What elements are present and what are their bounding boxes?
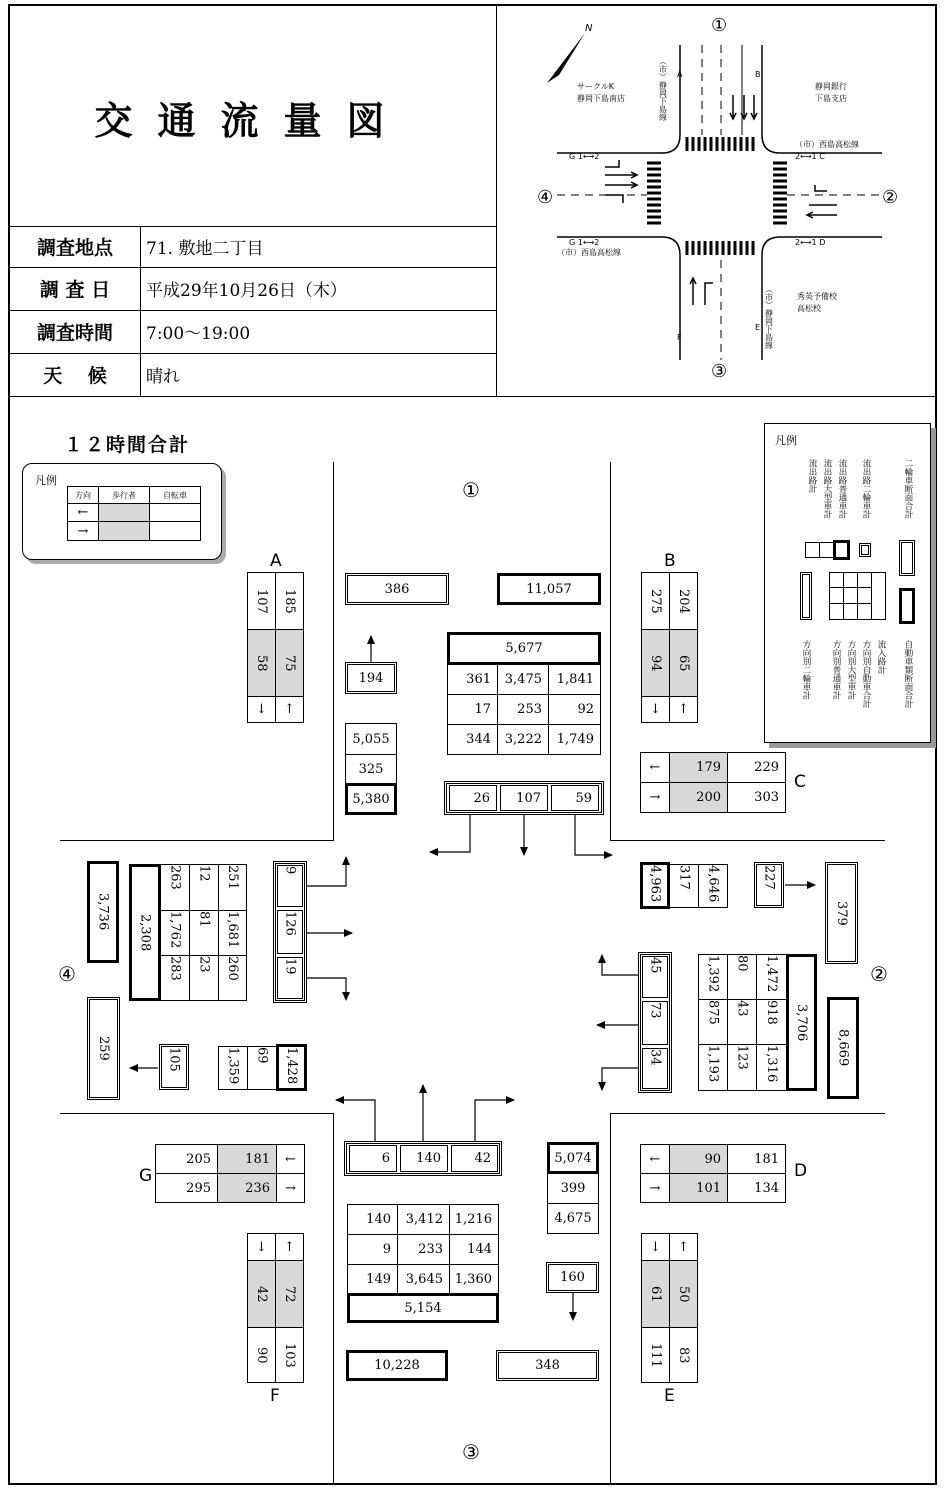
value-date: 平成29年10月26日（木）: [146, 281, 347, 301]
cross-e: E: [755, 323, 761, 332]
east-grid-cell: 1,316: [756, 1044, 787, 1091]
crosswalk-f-dir-down: ↓: [247, 1233, 276, 1261]
crosswalk-e-bike-up: 50: [669, 1260, 698, 1328]
west-mc-section: 259: [87, 997, 120, 1100]
west-grid-cell: 1,762: [160, 910, 190, 956]
west-grid-cell: 260: [218, 955, 247, 1001]
legend-row-right: →: [67, 521, 99, 541]
legend-label: 方向別普通車計: [831, 640, 841, 700]
south-grid-cell: 233: [397, 1234, 450, 1265]
north-grid-cell: 344: [447, 724, 498, 755]
legend-label: 方向別二輪車計: [801, 640, 811, 700]
legend-label: 流入路計: [876, 640, 886, 674]
east-mc-dir: 34: [642, 1048, 668, 1089]
crosswalk-g-label: G: [139, 1166, 153, 1186]
south-grid-cell: 1,360: [449, 1264, 499, 1294]
crosswalk-a-dir-down: ↓: [247, 696, 276, 723]
cross-g-bottom: G 1⟷2: [569, 238, 600, 247]
west-grid-cell: 23: [189, 955, 219, 1001]
arrow: [475, 1100, 514, 1141]
east-grid-cell: 875: [698, 999, 728, 1045]
west-outflow-cell: 1,359: [218, 1046, 248, 1090]
crosswalk-d-label: D: [794, 1161, 808, 1181]
south-outflow-total: 5,074: [547, 1142, 599, 1174]
west-mc-dir: 126: [277, 910, 303, 954]
south-grid-cell: 9: [347, 1234, 398, 1265]
north-outflow-total: 5,055: [345, 723, 397, 755]
crosswalk-d-ped-left: 181: [727, 1144, 786, 1174]
legend-label: 方向別自動車合計: [861, 640, 871, 708]
crosswalk-b-dir-up: ↑: [669, 696, 698, 723]
landmark-ne-1: 静岡銀行: [815, 82, 847, 91]
north-grid-cell: 3,222: [497, 724, 549, 755]
east-grid-cell: 80: [727, 954, 757, 1000]
west-grid-cell: 251: [218, 864, 247, 911]
west-mc-out: 105: [159, 1044, 189, 1090]
map-approach-2: ②: [882, 187, 899, 208]
legend-label: 流出路普通車計: [837, 459, 847, 519]
east-mc-dir: 45: [642, 956, 668, 998]
crosswalk-b-ped-down: 275: [641, 572, 670, 630]
legend-label: 二輪車断面合計: [903, 459, 913, 519]
map-approach-1: ①: [711, 15, 728, 36]
crosswalk-a-bike-up: 75: [275, 629, 304, 697]
crosswalk-f-bike-up: 72: [275, 1260, 304, 1328]
west-grid-cell: 81: [189, 910, 219, 956]
west-inflow-total: 2,308: [129, 864, 161, 1001]
crosswalk-g-ped-right: 295: [155, 1173, 218, 1203]
south-grid-cell: 3,645: [397, 1264, 450, 1294]
crosswalk-c-ped-right: 303: [727, 782, 786, 813]
crosswalk-e-dir-up: ↑: [669, 1233, 698, 1261]
cross-f: F: [677, 333, 682, 342]
north-grid-cell: 253: [497, 694, 549, 725]
small-legend-title: 凡例: [35, 474, 57, 487]
crosswalk-c-dir-right: →: [640, 782, 670, 813]
south-mc-dir: 140: [400, 1145, 448, 1172]
north-grid-cell: 1,841: [548, 664, 601, 695]
north-grid-cell: 361: [447, 664, 498, 695]
arrow: [602, 1068, 638, 1090]
north-outflow-large: 325: [345, 754, 397, 784]
section-title: １２時間合計: [64, 434, 191, 456]
east-grid-cell: 1,392: [698, 954, 728, 1000]
landmark-nw-2: 静岡下島南店: [577, 94, 625, 103]
crosswalk-c-ped-left: 229: [727, 752, 786, 783]
approach-3: ③: [462, 1440, 480, 1464]
crosswalk-a-ped-up: 185: [275, 572, 304, 630]
crosswalk-d-bike-left: 90: [669, 1144, 728, 1174]
west-mc-dir: 9: [277, 865, 303, 907]
north-section-auto: 11,057: [497, 573, 601, 605]
legend-label: 方向別大型車計: [846, 640, 856, 700]
arrow: [307, 978, 346, 1000]
south-mc-section: 348: [496, 1350, 599, 1381]
north-motorcycle-inflow: 194: [345, 662, 397, 694]
east-outflow-large: 317: [669, 864, 699, 908]
arrow: [602, 955, 638, 975]
cross-d: 2⟷1 D: [795, 238, 826, 247]
legend-label: 流出路大型車計: [822, 459, 832, 519]
road-ns-south: （市）静岡下島線: [764, 285, 774, 349]
crosswalk-g-ped-left: 205: [155, 1144, 218, 1174]
east-outflow-total: 4,963: [640, 862, 670, 909]
landmark-ne-2: 下島支店: [815, 94, 847, 103]
arrow: [575, 815, 612, 855]
south-section-auto: 10,228: [346, 1350, 448, 1381]
west-mc-dir: 19: [277, 957, 303, 999]
arrow: [430, 815, 470, 852]
legend-label: 流出路計: [807, 459, 817, 493]
crosswalk-d-bike-right: 101: [669, 1173, 728, 1203]
crosswalk-e-dir-down: ↓: [641, 1233, 670, 1261]
crosswalk-b-bike-up: 65: [669, 629, 698, 697]
east-mc-section: 379: [825, 862, 858, 964]
east-mc-out: 227: [754, 862, 784, 908]
north-mc-dir: 107: [500, 785, 548, 811]
crosswalk-a-label: A: [270, 551, 282, 571]
south-outflow-normal: 4,675: [547, 1203, 599, 1234]
south-outflow-large: 399: [547, 1173, 599, 1204]
legend-header-direction: 方向: [67, 486, 99, 504]
label-weather: 天 候: [43, 365, 107, 387]
crosswalk-a-dir-up: ↑: [275, 696, 304, 723]
north-mc-dir: 26: [449, 785, 497, 811]
crosswalk-b-label: B: [664, 551, 676, 571]
south-grid-cell: 144: [449, 1234, 499, 1265]
crosswalk-g-bike-left: 181: [217, 1144, 277, 1174]
value-location: 71. 敷地二丁目: [146, 239, 264, 259]
south-grid-cell: 3,412: [397, 1204, 450, 1235]
landmark-nw-1: サークルK: [577, 82, 615, 91]
south-inflow-total: 5,154: [347, 1293, 499, 1323]
north-mc-dir: 59: [551, 785, 599, 811]
crosswalk-e-bike-down: 61: [641, 1260, 670, 1328]
east-grid-cell: 918: [756, 999, 787, 1045]
east-outflow-normal: 4,646: [698, 864, 728, 908]
cross-a: A: [677, 70, 683, 79]
west-grid-cell: 1,681: [218, 910, 247, 956]
value-time: 7:00～19:00: [146, 324, 251, 344]
crosswalk-e-ped-down: 111: [641, 1327, 670, 1383]
legend-label: 流出路二輪車計: [861, 459, 871, 519]
cross-b: B: [755, 70, 761, 79]
east-section-auto: 8,669: [827, 997, 859, 1099]
arrow: [336, 1100, 375, 1141]
west-grid-cell: 283: [160, 955, 190, 1001]
legend-row-left: ←: [67, 503, 99, 522]
crosswalk-d-ped-right: 134: [727, 1173, 786, 1203]
legend-label: 自動車類断面合計: [903, 640, 913, 708]
legend-header-pedestrian: 歩行者: [98, 486, 150, 504]
crosswalk-f-ped-up: 103: [275, 1327, 304, 1383]
north-grid-cell: 92: [548, 694, 601, 725]
north-outflow-motorcycle: 386: [345, 573, 449, 605]
west-grid-cell: 12: [189, 864, 219, 911]
crosswalk-c-label: C: [794, 772, 806, 792]
east-grid-cell: 43: [727, 999, 757, 1045]
crosswalk-g-bike-right: 236: [217, 1173, 277, 1203]
crosswalk-d-dir-right: →: [640, 1173, 670, 1203]
label-time: 調査時間: [36, 322, 113, 344]
crosswalk-f-ped-down: 90: [247, 1327, 276, 1383]
south-mc-dir: 6: [349, 1145, 397, 1172]
road-ew-top: （市）西島高松線: [795, 140, 859, 149]
crosswalk-c-dir-left: ←: [640, 752, 670, 783]
north-label: N: [585, 23, 593, 34]
crosswalk-a-bike-down: 58: [247, 629, 276, 697]
east-grid-cell: 123: [727, 1044, 757, 1091]
crosswalk-f-bike-down: 42: [247, 1260, 276, 1328]
crosswalk-e-label: E: [664, 1386, 675, 1406]
crosswalk-b-ped-up: 204: [669, 572, 698, 630]
legend-header-bicycle: 自転車: [149, 486, 201, 504]
south-grid-cell: 140: [347, 1204, 398, 1235]
road-ns-north: （市）静岡下島線: [658, 57, 668, 121]
crosswalk-e-ped-up: 83: [669, 1327, 698, 1383]
west-grid-cell: 263: [160, 864, 190, 911]
east-mc-dir: 73: [642, 1001, 668, 1045]
crosswalk-a-ped-down: 107: [247, 572, 276, 630]
label-date: 調 査 日: [39, 279, 111, 301]
crosswalk-f-label: F: [270, 1386, 280, 1406]
crosswalk-f-dir-up: ↑: [275, 1233, 304, 1261]
north-grid-cell: 1,749: [548, 724, 601, 755]
crosswalk-b-dir-down: ↓: [641, 696, 670, 723]
approach-4: ④: [58, 962, 76, 986]
south-mc-out: 160: [546, 1262, 599, 1293]
south-mc-dir: 42: [451, 1145, 498, 1172]
landmark-se-2: 高松校: [797, 304, 821, 313]
approach-1: ①: [462, 478, 480, 502]
approach-2: ②: [870, 962, 888, 986]
crosswalk-b-bike-down: 94: [641, 629, 670, 697]
cross-c: 2⟷1 C: [795, 152, 825, 161]
label-location: 調査地点: [36, 237, 113, 259]
crosswalk-g-dir-left: ←: [276, 1144, 305, 1174]
east-grid-cell: 1,472: [756, 954, 787, 1000]
cross-g-top: G 1⟷2: [569, 152, 600, 161]
east-inflow-total: 3,706: [786, 954, 817, 1091]
map-approach-4: ④: [537, 187, 554, 208]
value-weather: 晴れ: [146, 367, 180, 387]
page-title: 交通流量図: [94, 99, 410, 143]
west-outflow-cell: 69: [247, 1046, 277, 1090]
east-grid-cell: 1,193: [698, 1044, 728, 1091]
north-grid-cell: 3,475: [497, 664, 549, 695]
south-grid-cell: 1,216: [449, 1204, 499, 1235]
road-ew-bottom: （市）西島高松線: [557, 248, 621, 257]
landmark-se-1: 秀英予備校: [797, 292, 837, 301]
big-legend-title: 凡例: [775, 434, 797, 447]
crosswalk-g-dir-right: →: [276, 1173, 305, 1203]
west-outflow-cell: 1,428: [276, 1044, 307, 1091]
crosswalk-c-bike-right: 200: [669, 782, 728, 813]
north-grid-cell: 17: [447, 694, 498, 725]
arrow: [307, 857, 346, 886]
map-approach-3: ③: [711, 361, 728, 382]
crosswalk-d-dir-left: ←: [640, 1144, 670, 1174]
north-outflow-all: 5,380: [345, 783, 397, 815]
west-section-auto: 3,736: [87, 861, 119, 963]
crosswalk-c-bike-left: 179: [669, 752, 728, 783]
north-inflow-total: 5,677: [447, 632, 601, 665]
south-grid-cell: 149: [347, 1264, 398, 1294]
